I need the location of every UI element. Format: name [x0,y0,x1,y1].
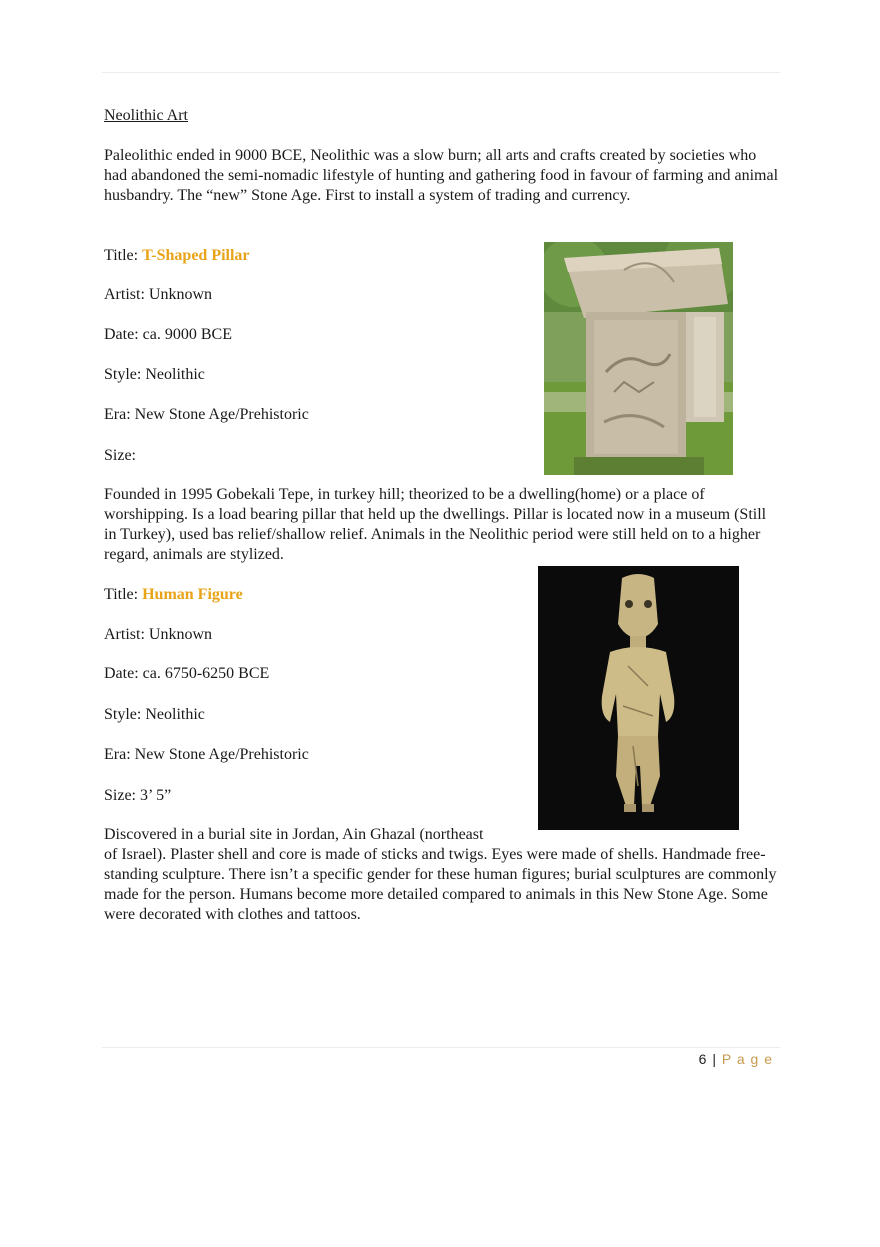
human-figure-photo [538,566,739,830]
t-shaped-pillar-photo [544,242,733,475]
artwork-description: Founded in 1995 Gobekali Tepe, in turkey hill; theorized to be a dwelling(home) or a place of worshipping. Is a load bearing pillar that held up the dwellings. Pillar is located now in a museum (Still in Turkey), used bas relief/shallow relief. Animals in the Neolithic period were still held on to a higher regard, animals are stylized. [104,486,767,563]
artwork-date: Date: ca. 6750-6250 BCE [104,665,270,682]
artwork-style: Style: Neolithic [104,706,205,723]
artwork-era: Era: New Stone Age/Prehistoric [104,406,309,423]
artwork-title-line [104,585,243,605]
footer-rule [102,1047,780,1048]
artwork-style: Style: Neolithic [104,366,205,383]
intro-paragraph: Paleolithic ended in 9000 BCE, Neolithic was a slow burn; all arts and crafts created by societies who had abandoned the semi-nomadic lifestyle of hunting and gathering food in favour of farming and animal husbandry. The “new” Stone Age. First to install a system of trading and currency. [104,147,779,204]
header-rule [102,72,780,73]
title-label: Title: [104,247,143,264]
artwork-description-line1: Discovered in a burial site in Jordan, Ain Ghazal (northeast [104,826,484,843]
artwork-title-line [104,246,250,266]
artwork-title: Human Figure [142,586,243,603]
artwork-size: Size: [104,447,136,464]
title-label: Title: [104,586,143,603]
page-separator: | [707,1051,722,1067]
artwork-artist: Artist: Unknown [104,626,212,643]
artwork-size: Size: 3’ 5” [104,787,172,804]
page-label: P a g e [721,1051,773,1067]
section-heading: Neolithic Art [104,107,188,124]
artwork-date: Date: ca. 9000 BCE [104,326,232,343]
artwork-artist: Artist: Unknown [104,286,212,303]
artwork-description: of Israel). Plaster shell and core is made of sticks and twigs. Eyes were made of shells. Handmade free-standing sculpture. There isn’t a specific gender for these human figures; burial sculptures are commonly made for the person. Humans become more detailed compared to animals in this New Stone Age. Some were decorated with clothes and tattoos. [104,846,777,923]
page-footer [699,1051,773,1067]
artwork-title: T-Shaped Pillar [142,247,250,264]
page-number: 6 [698,1051,708,1067]
artwork-era: Era: New Stone Age/Prehistoric [104,746,309,763]
